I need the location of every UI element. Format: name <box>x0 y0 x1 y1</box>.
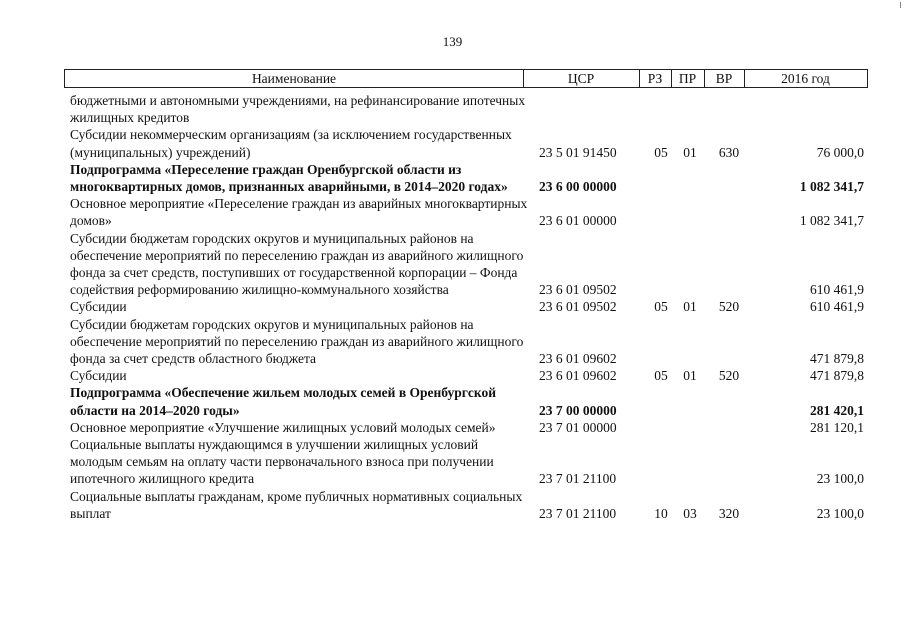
row-name: Субсидии некоммерческим организациям (за исключением государственных (муниципальных) учреждений) <box>70 127 512 160</box>
table-row <box>70 316 868 368</box>
row-name: Субсидии бюджетам городских округов и муниципальных районов на обеспечение мероприятий по переселению граждан из аварийного жилищного фонда за счет средств областного бюджета <box>70 316 524 367</box>
row-amount: 23 100,0 <box>816 471 864 487</box>
row-rz: 05 <box>654 144 668 160</box>
row-amount: 610 461,9 <box>810 299 864 315</box>
table-row <box>70 384 868 418</box>
row-name: Социальные выплаты гражданам, кроме публичных нормативных социальных выплат <box>70 488 523 521</box>
row-csr-code: 23 7 01 00000 <box>539 419 617 435</box>
row-name: Субсидии <box>70 299 127 315</box>
row-csr-code: 23 5 01 91450 <box>539 144 617 160</box>
row-amount: 76 000,0 <box>816 144 864 160</box>
table-row <box>70 419 868 436</box>
row-rz: 05 <box>654 368 668 384</box>
row-rz: 05 <box>654 299 668 315</box>
row-vr: 630 <box>718 144 740 160</box>
header-vr: ВР <box>715 71 733 86</box>
row-vr: 520 <box>718 368 740 384</box>
row-csr-code: 23 6 00 00000 <box>539 179 617 195</box>
header-csr: ЦСР <box>567 71 595 86</box>
row-csr-code: 23 6 01 00000 <box>539 213 617 229</box>
header-year: 2016 год <box>781 71 830 86</box>
row-name: Субсидии бюджетам городских округов и муниципальных районов на обеспечение мероприятий по переселению граждан из аварийного жилищного фонда за счет средств, поступивших от государственной корпорации – Фонда содействия реформированию жилищно-коммунального хозяйства <box>70 230 524 298</box>
table-row <box>70 161 868 195</box>
table-row <box>70 126 868 160</box>
row-amount: 1 082 341,7 <box>799 179 864 195</box>
row-amount: 281 420,1 <box>810 402 864 418</box>
row-pr: 01 <box>683 299 697 315</box>
header-rz: РЗ <box>647 71 663 86</box>
row-amount: 23 100,0 <box>816 505 864 521</box>
row-vr: 520 <box>718 299 740 315</box>
table-row <box>70 367 868 384</box>
page-number: 139 <box>442 34 463 49</box>
table-row <box>70 488 868 522</box>
row-csr-code: 23 7 01 21100 <box>539 505 617 521</box>
row-csr-code: 23 6 01 09602 <box>539 368 617 384</box>
table-header <box>64 69 868 88</box>
row-name: Основное мероприятие «Переселение граждан из аварийных многоквартирных домов» <box>70 196 528 229</box>
row-csr-code: 23 7 00 00000 <box>539 402 617 418</box>
row-pr: 03 <box>683 505 697 521</box>
row-amount: 610 461,9 <box>810 282 864 298</box>
row-name: Основное мероприятие «Улучшение жилищных условий молодых семей» <box>70 419 496 435</box>
header-name: Наименование <box>251 71 337 86</box>
row-name: Подпрограмма «Переселение граждан Оренбургской области из многоквартирных домов, признанных аварийными, в 2014–2020 годах» <box>70 161 508 195</box>
row-csr-code: 23 6 01 09602 <box>539 351 617 367</box>
row-name: Субсидии <box>70 368 127 384</box>
row-pr: 01 <box>683 368 697 384</box>
row-csr-code: 23 7 01 21100 <box>539 471 617 487</box>
table-row <box>70 298 868 315</box>
row-name: Социальные выплаты нуждающимся в улучшении жилищных условий молодым семьям на оплату части первоначального взноса при получении ипотечного жилищного кредита <box>70 437 494 487</box>
table-row <box>70 230 868 299</box>
scan-edge-mark <box>900 2 901 8</box>
row-rz: 10 <box>654 505 668 521</box>
row-amount: 471 879,8 <box>810 368 864 384</box>
table-row <box>70 195 868 229</box>
row-name: бюджетными и автономными учреждениями, на рефинансирование ипотечных жилищных кредитов <box>70 93 526 126</box>
header-pr: ПР <box>678 71 697 86</box>
row-name: Подпрограмма «Обеспечение жильем молодых семей в Оренбургской области на 2014–2020 годы» <box>70 385 497 418</box>
table-body <box>70 92 868 522</box>
table-row <box>70 92 868 126</box>
row-pr: 01 <box>683 144 697 160</box>
table-row <box>70 436 868 488</box>
row-amount: 471 879,8 <box>810 351 864 367</box>
row-amount: 1 082 341,7 <box>799 213 864 229</box>
row-csr-code: 23 6 01 09502 <box>539 282 617 298</box>
row-vr: 320 <box>718 505 740 521</box>
row-amount: 281 120,1 <box>810 419 864 435</box>
row-csr-code: 23 6 01 09502 <box>539 299 617 315</box>
